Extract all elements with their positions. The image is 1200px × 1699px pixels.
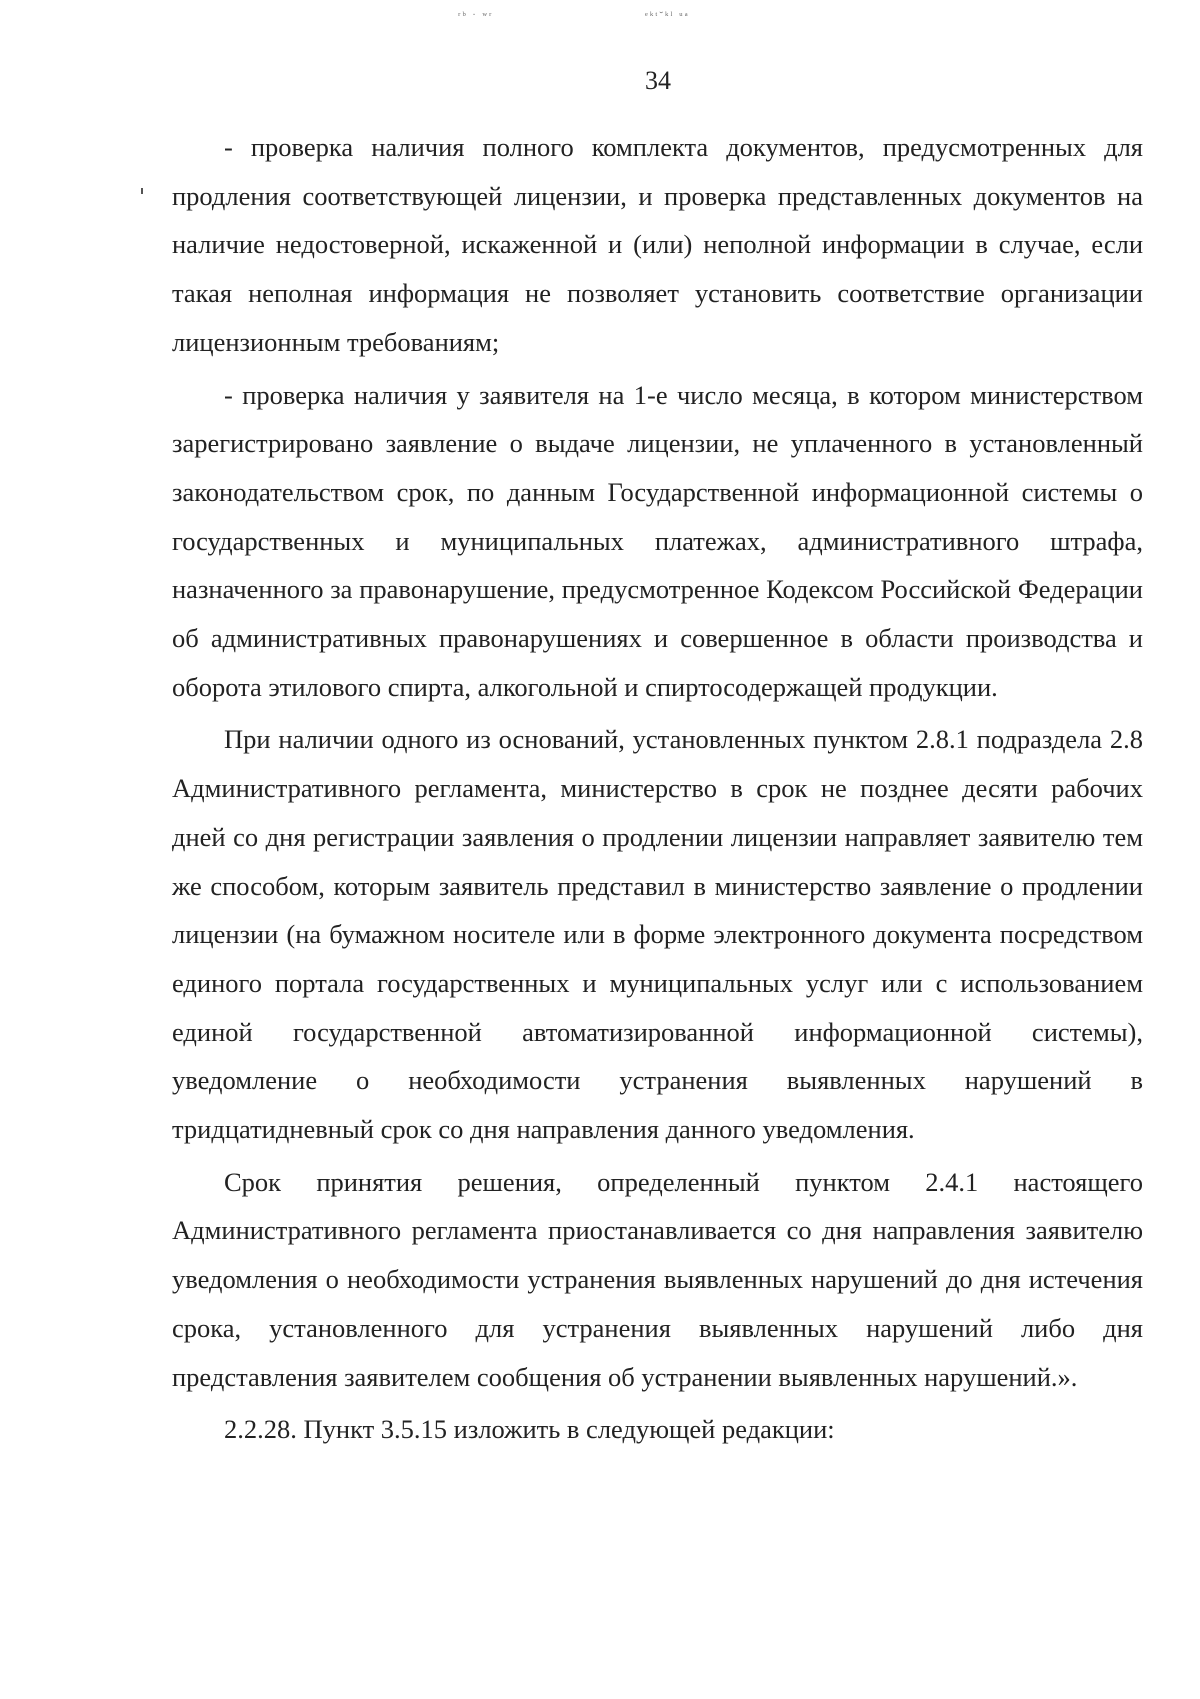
scan-artifact: ᵉᵏᵗ˘ᵏˡ ᵘᵃ: [645, 10, 690, 22]
paragraph: - проверка наличия полного комплекта документов, предусмотренных для продления соответствующей лицензии, и проверка представленных документов на наличие недостоверной, искаженной и (или) неполной информации в случае, если такая неполная информация не позволяет установить соответствие организации лицензионным требованиям;: [172, 132, 1143, 357]
page-number: 34: [645, 66, 671, 95]
paragraph: Срок принятия решения, определенный пунктом 2.4.1 настоящего Административного регламента приостанавливается со дня направления заявителю уведомления о необходимости устранения выявленных нарушений до дня истечения срока, установленного для устранения выявленных нарушений либо дня представления заявителем сообщения об устранении выявленных нарушений.».: [172, 1166, 1143, 1392]
paragraph: При наличии одного из оснований, установленных пунктом 2.8.1 подраздела 2.8 Административного регламента, министерство в срок не позднее десяти рабочих дней со дня регистрации заявления о продлении лицензии направляет заявителю тем же способом, которым заявитель представил в министерство заявление о продлении лицензии (на бумажном носителе или в форме электронного документа посредством единого портала государственных и муниципальных услуг или с использованием единой государственной автоматизированной информационной системы), уведомление о необходимости устранения выявленных нарушений в тридцатидневный срок со дня направления данного уведомления.: [172, 724, 1143, 1145]
document-body: [172, 123, 1143, 1454]
paragraph: - проверка наличия у заявителя на 1-е число месяца, в котором министерством зарегистрировано заявление о выдаче лицензии, не уплаченного в установленный законодательством срок, по данным Государственной информационной системы о государственных и муниципальных платежах, административного штрафа, назначенного за правонарушение, предусмотренное Кодексом Российской Федерации об административных правонарушениях и совершенное в области производства и оборота этилового спирта, алкогольной и спиртосодержащей продукции.: [172, 379, 1143, 702]
scan-artifact: ʳᵇ ˑ ʷʳ: [458, 10, 494, 22]
paragraph: 2.2.28. Пункт 3.5.15 изложить в следующей редакции:: [224, 1414, 835, 1445]
stray-mark: [141, 188, 143, 194]
